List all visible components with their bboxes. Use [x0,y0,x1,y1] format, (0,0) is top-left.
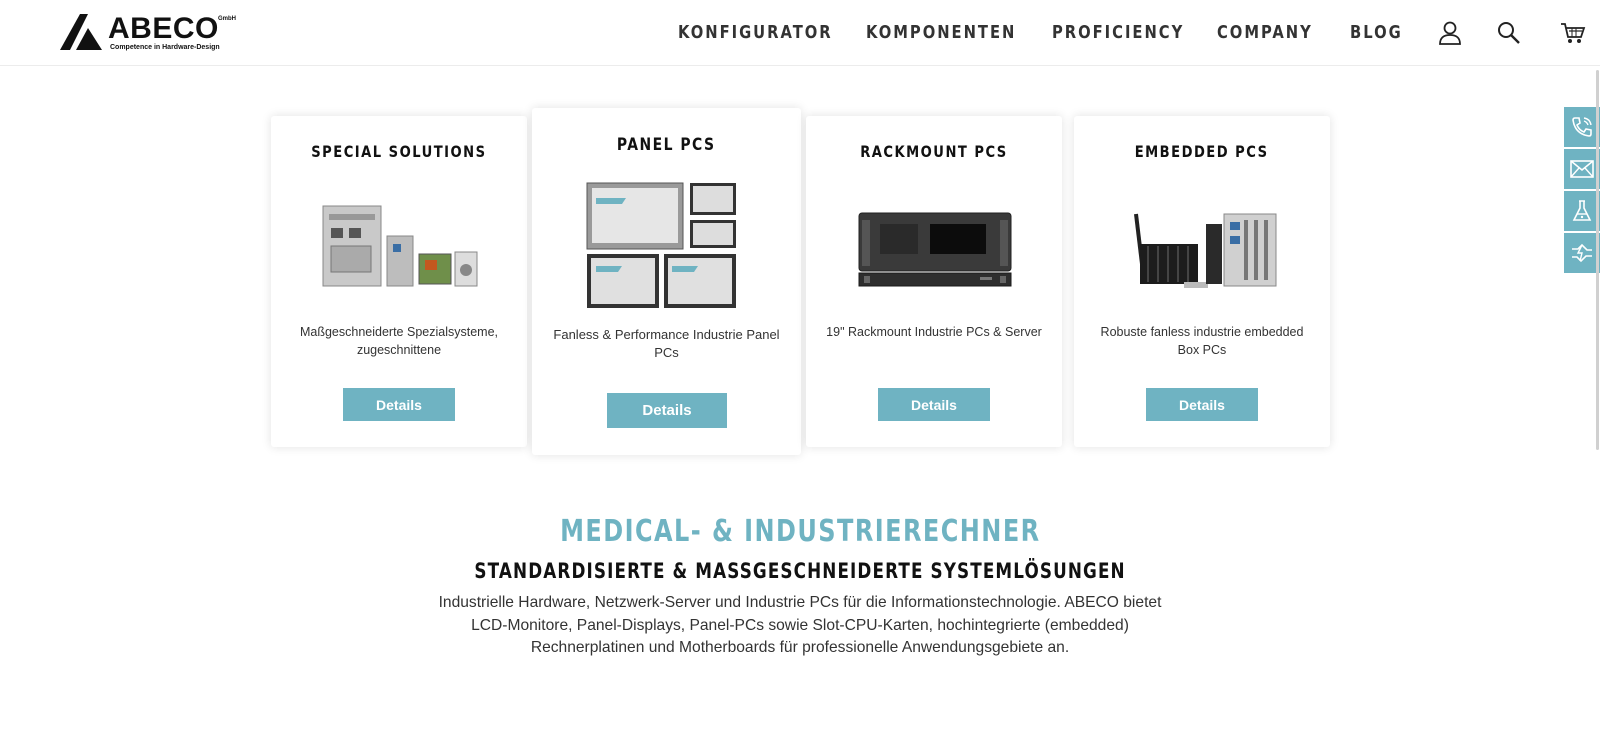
card-description: Maßgeschneiderte Spezialsysteme, zugeschnittene [299,325,498,357]
side-flask-button[interactable] [1564,191,1600,231]
embedded-pcs-details-button[interactable]: Details [1146,388,1258,421]
card-title: EMBEDDED PCS [1135,142,1269,161]
card-description: 19" Rackmount Industrie PCs & Server [826,325,1042,339]
mail-icon [1570,157,1594,181]
side-phone-button[interactable] [1564,107,1600,147]
card-rackmount-pcs [806,116,1062,447]
logo-suffix: GmbH [218,16,236,22]
rackmount-pcs-details-button[interactable]: Details [878,388,990,421]
logo-triangle-icon [58,12,106,52]
hero-title: MEDICAL- & INDUSTRIERECHNER [559,514,1041,549]
card-description: Fanless & Performance Industrie Panel PCs [553,327,780,360]
rackmount-pcs-image [858,212,1012,288]
nav-company[interactable]: COMPANY [1217,22,1313,43]
site-header [0,0,1600,66]
side-handshake-button[interactable] [1564,233,1600,273]
nav-proficiency[interactable]: PROFICIENCY [1052,22,1185,43]
special-solutions-details-button[interactable]: Details [343,388,455,421]
side-mail-button[interactable] [1564,149,1600,189]
nav-komponenten[interactable]: KOMPONENTEN [866,22,1017,43]
card-title: SPECIAL SOLUTIONS [311,142,487,161]
handshake-icon [1570,241,1594,265]
special-solutions-image [321,204,481,292]
flask-icon [1570,199,1594,223]
abeco-logo[interactable] [58,12,248,54]
cart-icon[interactable] [1560,20,1586,46]
search-icon[interactable] [1496,20,1522,46]
card-title: RACKMOUNT PCS [860,142,1008,161]
hero-subtitle: STANDARDISIERTE & MASSGESCHNEIDERTE SYSTEMLÖSUNGEN [474,559,1126,583]
logo-tagline: Competence in Hardware-Design [110,44,220,51]
nav-blog[interactable]: BLOG [1350,22,1403,43]
user-icon[interactable] [1437,20,1463,46]
card-description: Robuste fanless industrie embedded Box PCs [1100,325,1304,357]
logo-name: ABECO [108,12,219,45]
embedded-pcs-image [1124,210,1280,296]
nav-konfigurator[interactable]: KONFIGURATOR [678,22,833,43]
card-panel-pcs [532,108,801,455]
panel-pcs-image [586,182,738,310]
card-special-solutions [271,116,527,447]
phone-icon [1570,115,1594,139]
hero-body-text: Industrielle Hardware, Netzwerk-Server und Industrie PCs für die Informationstechnologie. ABECO bietet LCD-Monitore, Panel-Displays, Panel-PCs sowie Slot-CPU-Karten, hochintegrierte (embedded) Rechnerplatinen und Motherboards für professionelle Anwendungsgebiete an. [438,594,1162,656]
card-title: PANEL PCS [617,135,716,155]
card-embedded-pcs [1074,116,1330,447]
scrollbar[interactable] [1596,70,1599,450]
panel-pcs-details-button[interactable]: Details [607,393,727,428]
